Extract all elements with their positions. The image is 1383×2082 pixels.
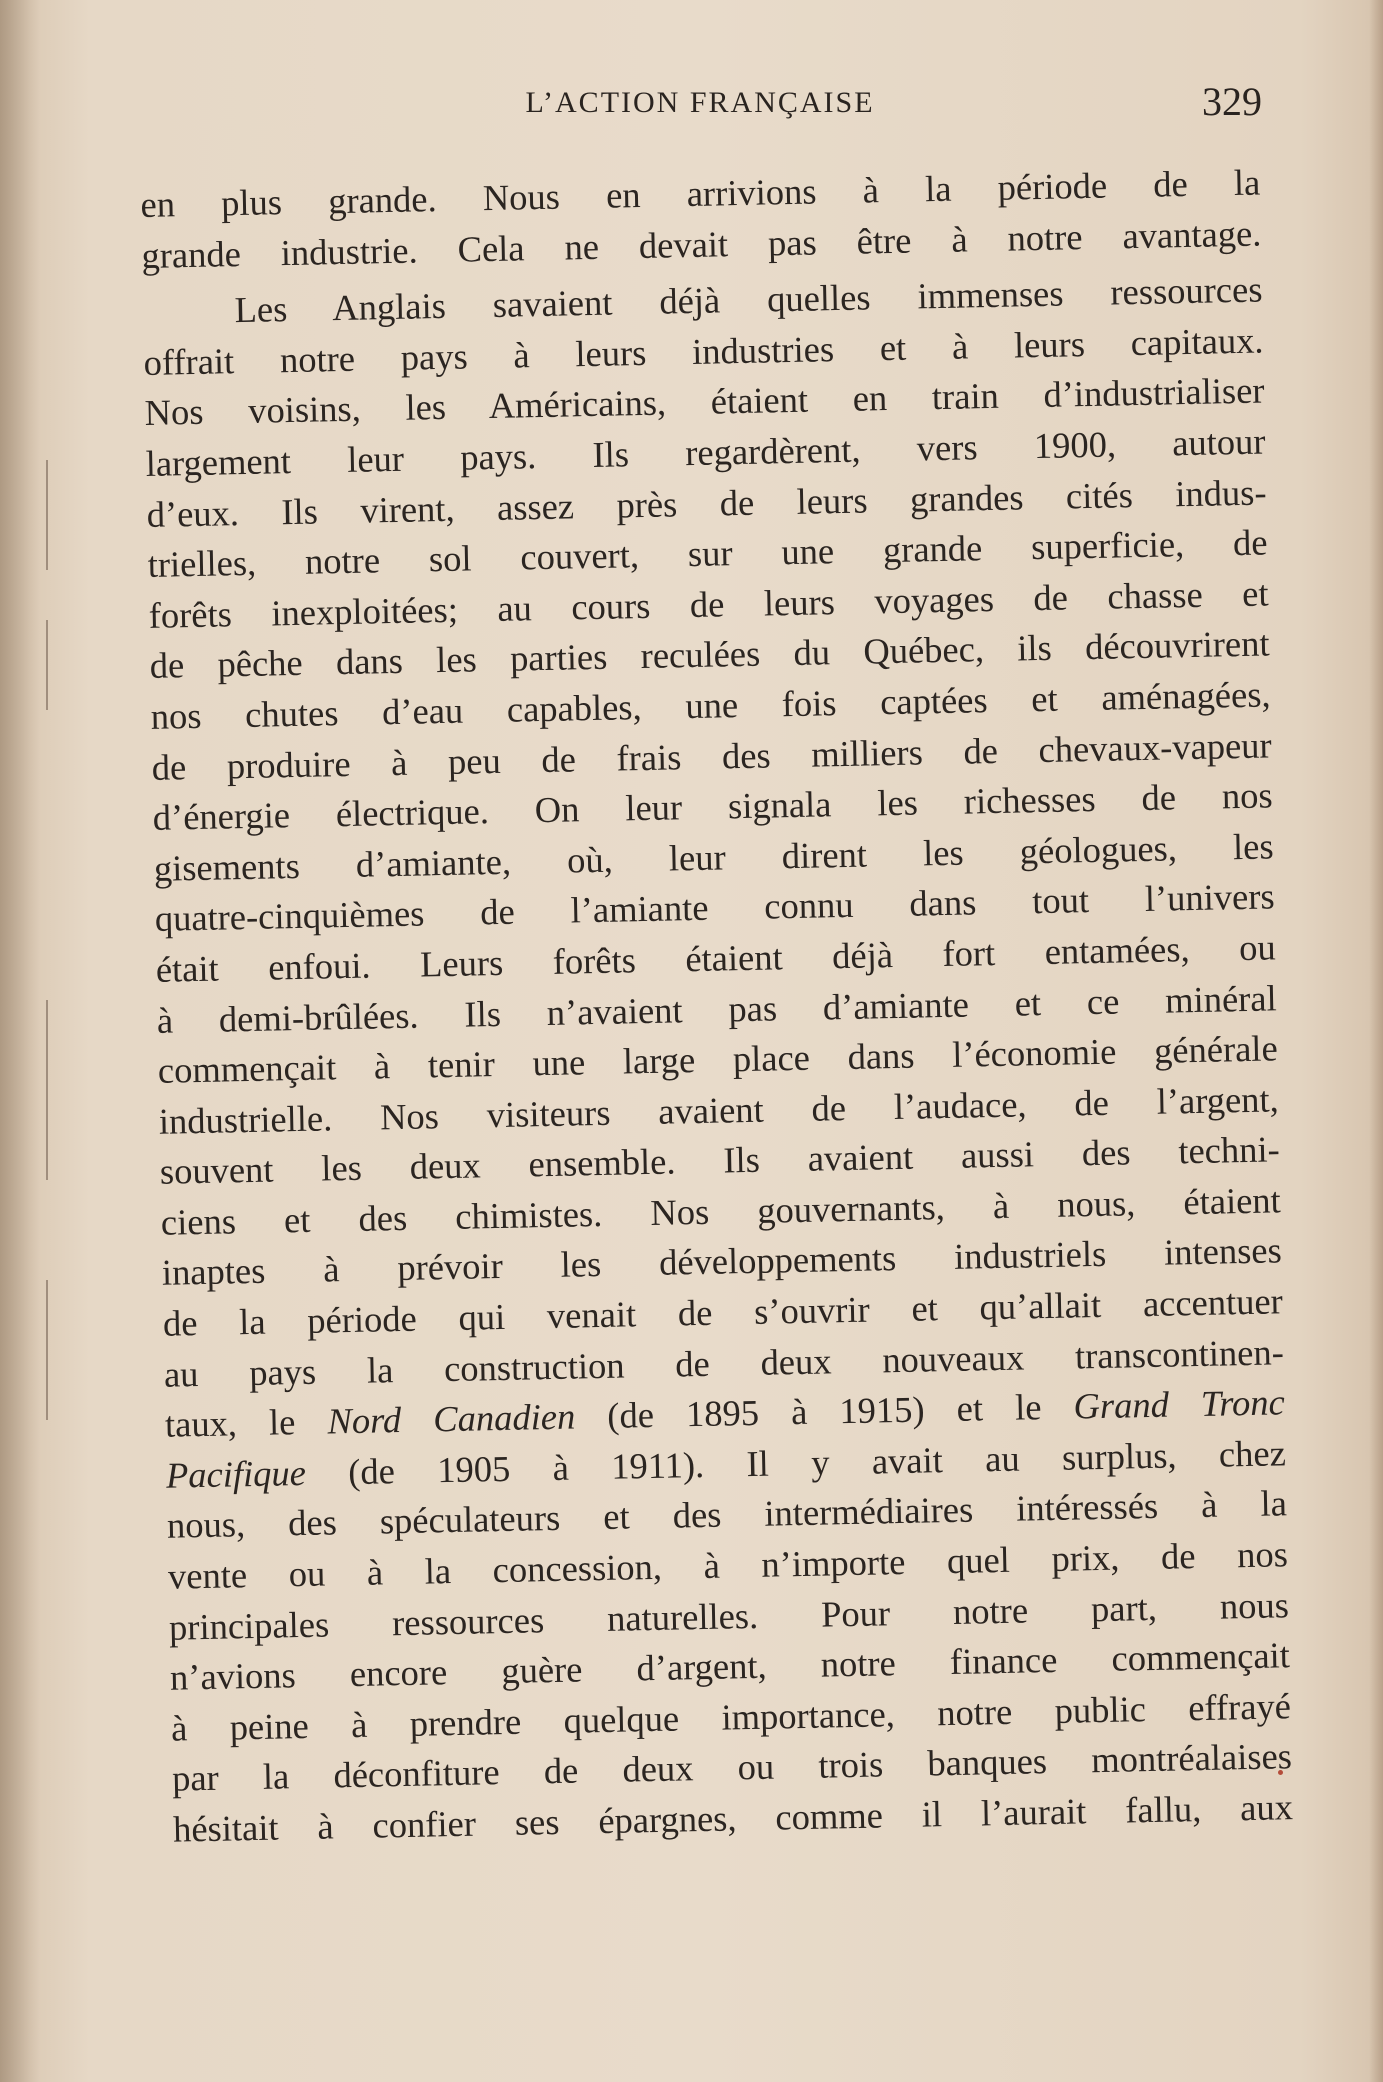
text-line: grande industrie. Cela ne devait pas être à notre avantage.: [141, 212, 1262, 276]
italic-title: Pacifique: [165, 1451, 307, 1496]
text-line: Les Anglais savaient déjà quelles immenses ressources: [234, 268, 1263, 331]
text-line: en plus grande. Nous en arrivions à la période de la: [140, 161, 1261, 225]
text-line: industrielle. Nos visiteurs avaient de l’audace, de l’argent,: [158, 1078, 1280, 1142]
text-line: de la période qui venait de s’ouvrir et qu’allait accentuer: [162, 1280, 1284, 1344]
text-line: était enfoui. Leurs forêts étaient déjà fort entamées, ou: [155, 926, 1277, 990]
text-line: d’eux. Ils virent, assez près de leurs grandes cités indus-: [146, 471, 1267, 535]
text-line: à demi-brûlées. Ils n’avaient pas d’amiante et ce minéral: [156, 976, 1278, 1041]
text-line: ciens et des chimistes. Nos gouvernants, à nous, étaient: [160, 1179, 1282, 1243]
text-line: de pêche dans les parties reculées du Québec, ils découvrirent: [149, 622, 1270, 687]
gutter-mark: [46, 1280, 48, 1420]
text-line: commençait à tenir une large place dans l’économie générale: [157, 1027, 1279, 1091]
text-line: gisements d’amiante, où, leur dirent les géologues, les: [153, 825, 1274, 889]
text-line: forêts inexploitées; au cours de leurs voyages de chasse et: [148, 572, 1269, 636]
text-line: au pays la construction de deux nouveaux transcontinen-: [163, 1330, 1285, 1395]
text-line: quatre-cinquièmes de l’amiante connu dans tout l’univers: [154, 875, 1276, 940]
page-number: 329: [1202, 79, 1262, 124]
text-line: à peine à prendre quelque importance, notre public effrayé: [170, 1685, 1292, 1749]
text-line: offrait notre pays à leurs industries et à leurs capitaux.: [143, 319, 1264, 383]
page-header: [140, 79, 1262, 132]
italic-title: Grand Tronc: [1073, 1381, 1286, 1427]
text-line: nous, des spéculateurs et des intermédiaires intéressés à la: [166, 1482, 1288, 1547]
text-line: par la déconfiture de deux ou trois banques montréalaises: [171, 1735, 1293, 1800]
text-line: d’énergie électrique. On leur signala les richesses de nos: [152, 774, 1273, 838]
text-line: souvent les deux ensemble. Ils avaient aussi des techni-: [159, 1128, 1281, 1193]
text-run: (de 1905 à 1911). Il y avait au surplus, chez: [305, 1432, 1287, 1493]
text-line: trielles, notre sol couvert, sur une grande superficie, de: [147, 521, 1268, 586]
text-line: vente ou à la concession, à n’importe quel prix, de nos: [167, 1533, 1289, 1597]
gutter-mark: [46, 460, 48, 570]
page-edge: [1369, 0, 1383, 2082]
gutter-mark: [46, 620, 48, 710]
text-line: Nos voisins, les Américains, étaient en train d’industrialiser: [144, 369, 1265, 434]
body-text: [140, 158, 1293, 1856]
gutter-shadow: [0, 0, 40, 2082]
text-line: n’avions encore guère d’argent, notre finance commençait: [169, 1634, 1291, 1698]
running-head: L’ACTION FRANÇAISE: [525, 86, 875, 119]
text-line: nos chutes d’eau capables, une fois captées et aménagées,: [150, 673, 1271, 737]
text-run: taux, le: [164, 1400, 328, 1445]
text-run: (de 1895 à 1915) et le: [574, 1385, 1074, 1437]
gutter-mark: [46, 1000, 48, 1180]
text-line: de produire à peu de frais des milliers de chevaux-vapeur: [151, 723, 1272, 788]
text-line: largement leur pays. Ils regardèrent, vers 1900, autour: [145, 420, 1266, 484]
text-line: inaptes à prévoir les développements industriels intenses: [161, 1229, 1283, 1294]
italic-title: Nord Canadien: [327, 1395, 576, 1442]
text-line: principales ressources naturelles. Pour notre part, nous: [168, 1583, 1290, 1648]
text-line: hésitait à confier ses épargnes, comme il l’aurait fallu, aux: [172, 1786, 1294, 1850]
